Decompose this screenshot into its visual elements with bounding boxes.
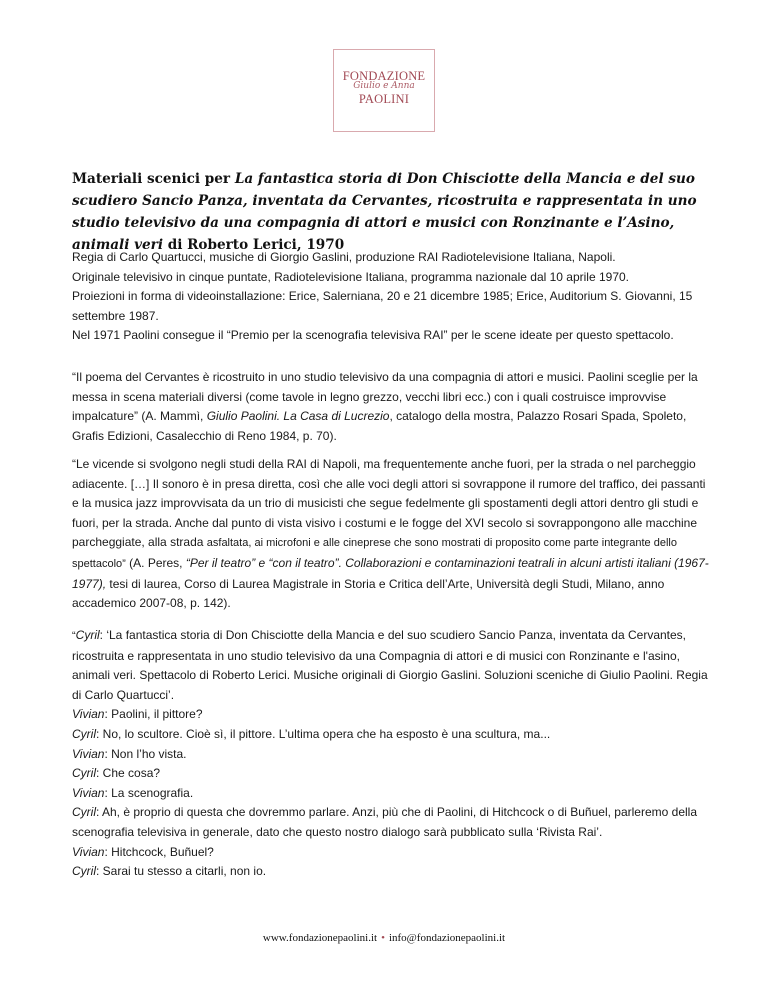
dialog-text: : ‘La fantastica storia di Don Chisciotte della Mancia e del suo scudiero Sancio Panza, inventata da Cervantes, ricostruita e rappresentata in uno studio televisivo da una Compagnia di attori e di musici con Ronzinante e l'asino, animali veri. Spettacolo di Roberto Lerici. Musiche originali di Giorgio Gaslini. Soluzioni sceniche di Giulio Paolini. Regia di Carlo Quartucci’. bbox=[72, 628, 708, 702]
credit-line: Proiezioni in forma di videoinstallazione: Erice, Salerniana, 20 e 21 dicembre 1985; Erice, Auditorium S. Giovanni, 15 settembre 1987. bbox=[72, 289, 693, 323]
quote-citation: , catalogo della mostra, Palazzo Rosari Spada, Spoleto, Grafis Edizioni, Casalecchio di Reno 1984, p. 70). bbox=[72, 409, 687, 443]
opening-quote: “ bbox=[72, 630, 76, 642]
dialog-line bbox=[72, 626, 712, 705]
credit-line: Regia di Carlo Quartucci, musiche di Giorgio Gaslini, produzione RAI Radiotelevisione Italiana, Napoli. bbox=[72, 250, 616, 264]
speaker: Cyril bbox=[72, 864, 96, 879]
logo-line-2: PAOLINI bbox=[358, 92, 410, 106]
speaker: Cyril bbox=[72, 805, 96, 820]
speaker: Cyril bbox=[72, 766, 96, 781]
footer-separator: • bbox=[381, 932, 385, 944]
quote-cited-title: Giulio Paolini. La Casa di Lucrezio bbox=[206, 409, 390, 424]
email-link[interactable]: info@fondazionepaolini.it bbox=[388, 932, 506, 944]
dialog-line bbox=[72, 784, 712, 804]
dialog-text: : Sarai tu stesso a citarli, non io. bbox=[96, 864, 267, 879]
dialog-line bbox=[72, 764, 712, 784]
dialog-line bbox=[72, 803, 712, 842]
dialog-text: : La scenografia. bbox=[104, 785, 194, 800]
work-title: La fantastica storia di Don Chisciotte della Mancia e del suo scudiero Sancio Panza, inventata da Cervantes, ricostruita e rappresentata in uno studio televisivo da una compagnia di attori e musici con Ronzinante e l’Asino, animali veri bbox=[72, 171, 697, 253]
quote-cited-title: “Per il teatro” e “con il teatro”. Collaborazioni e contaminazioni teatrali in alcuni artisti italiani (1967-1977), bbox=[72, 555, 709, 591]
quote-mammi bbox=[72, 368, 712, 446]
quote-citation-prefix: (A. Peres, bbox=[125, 555, 186, 570]
dialog-text: : Ah, è proprio di questa che dovremmo parlare. Anzi, più che di Paolini, di Hitchcock o di Buñuel, parleremo della scenografia televisiva in generale, dato che questo nostro dialogo sarà pubblicato sulla ‘Rivista Rai’. bbox=[72, 805, 697, 839]
speaker: Vivian bbox=[72, 844, 105, 859]
dialog-line bbox=[72, 725, 712, 745]
dialog-block bbox=[72, 626, 712, 882]
quote-text-continued: asfaltata, ai microfoni e alle cineprese che sono mostrati di proposito come parte integrante dello spettacolo” bbox=[72, 537, 677, 570]
logo-script: Giulio e Anna bbox=[353, 81, 415, 91]
fondazione-paolini-logo bbox=[333, 49, 435, 132]
credits-block bbox=[72, 248, 712, 346]
dialog-text: : Hitchcock, Buñuel? bbox=[104, 844, 214, 859]
dialog-line bbox=[72, 843, 712, 863]
dialog-text: : Non l’ho vista. bbox=[104, 746, 187, 761]
document-title bbox=[72, 168, 712, 256]
quote-citation: tesi di laurea, Corso di Laurea Magistrale in Storia e Critica dell’Arte, Università degli Studi, Milano, anno accademico 2007-08, p. 142). bbox=[72, 576, 665, 611]
dialog-line bbox=[72, 862, 712, 882]
website-link[interactable]: www.fondazionepaolini.it bbox=[262, 932, 378, 944]
dialog-text: : No, lo scultore. Cioè sì, il pittore. L’ultima opera che ha esposto è una scultura, ma... bbox=[96, 726, 551, 741]
dialog-text: : Che cosa? bbox=[96, 766, 161, 781]
dialog-text: : Paolini, il pittore? bbox=[104, 707, 203, 722]
speaker: Vivian bbox=[72, 746, 105, 761]
speaker: Cyril bbox=[75, 628, 100, 642]
credit-line: Nel 1971 Paolini consegue il “Premio per la scenografia televisiva RAI” per le scene ideate per questo spettacolo. bbox=[72, 328, 674, 343]
credit-line: Originale televisivo in cinque puntate, Radiotelevisione Italiana, programma nazionale dal 10 aprile 1970. bbox=[72, 269, 630, 284]
quote-text: “Le vicende si svolgono negli studi della RAI di Napoli, ma frequentemente anche fuori, per la strada o nel parcheggio adiacente. […] Il sonoro è in presa diretta, così che alle voci degli attori si sovrappone il rumore del traffico, dei passanti e la musica jazz improvvisata da un trio di musicisti che segue fedelmente gli spostamenti degli attori dentro gli studi e fuori, per la strada. Anche dal punto di vista visivo i costumi e le fogge del XVI secolo si sovrappongono alle macchine parcheggiate, alla strada bbox=[72, 457, 706, 550]
speaker: Vivian bbox=[72, 707, 105, 722]
quote-text: “Il poema del Cervantes è ricostruito in uno studio televisivo da una compagnia di attori e musici. Paolini sceglie per la messa in scena materiali diversi (come tavole in legno grezzo, vecchi libri ecc.) con i quali costruisce improvvise impalcature” (A. Mammì, bbox=[72, 370, 698, 424]
speaker: Vivian bbox=[72, 785, 105, 800]
quote-peres bbox=[72, 455, 712, 614]
speaker: Cyril bbox=[72, 726, 96, 741]
title-prefix: Materiali scenici per bbox=[72, 171, 235, 187]
title-suffix: di Roberto Lerici, 1970 bbox=[162, 237, 345, 253]
dialog-line bbox=[72, 705, 712, 725]
page-footer bbox=[0, 932, 768, 944]
logo-line-1: FONDAZIONE bbox=[342, 69, 426, 83]
dialog-line bbox=[72, 745, 712, 765]
